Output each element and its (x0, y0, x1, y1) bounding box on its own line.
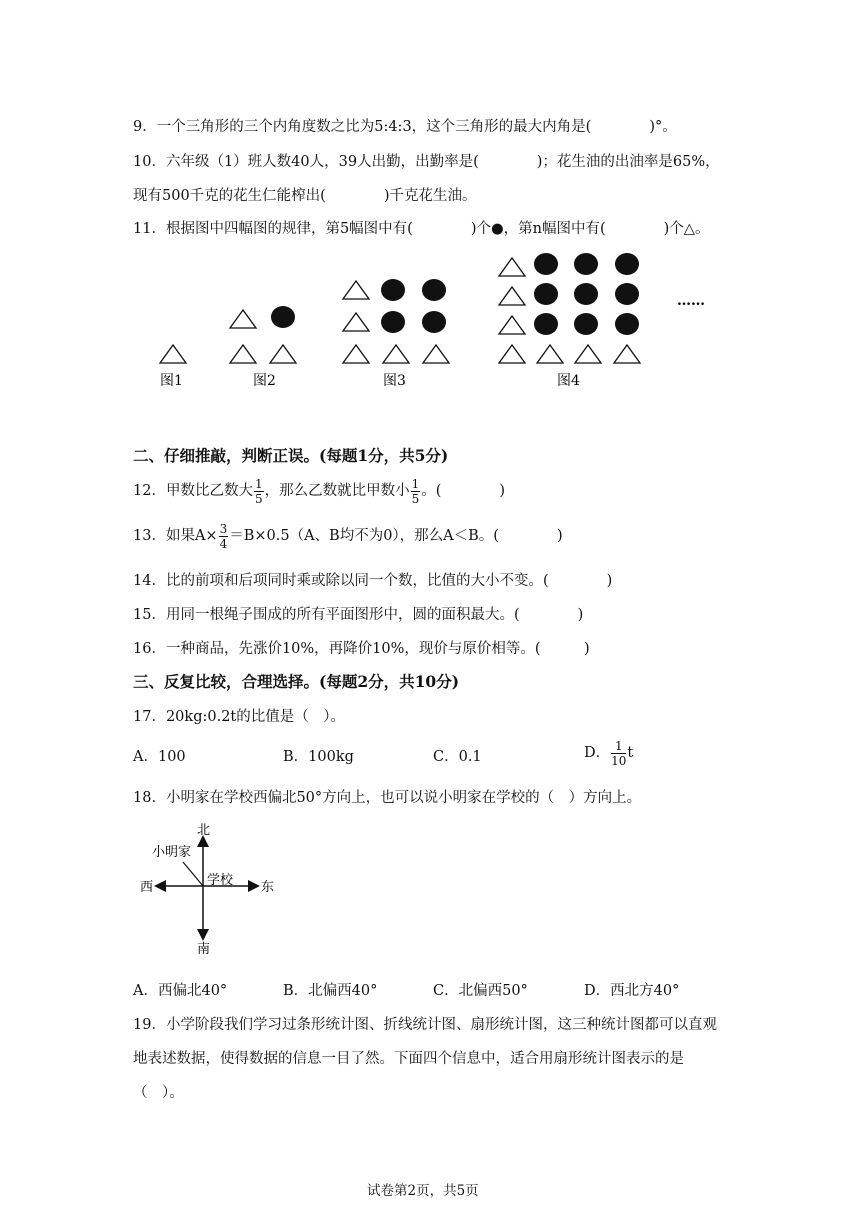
dot-icon (574, 253, 598, 275)
dot-icon (574, 283, 598, 305)
dot-icon (271, 306, 295, 328)
triangle-icon (499, 287, 525, 305)
triangle-icon (383, 345, 409, 363)
q18-option-a: A．西偏北40° (133, 983, 228, 999)
dot-icon (534, 313, 558, 335)
q17-option-d: D． $\frac{1}{10}$ t (584, 738, 634, 768)
triangle-icon (499, 258, 525, 276)
question-14: 14．比的前项和后项同时乘或除以同一个数，比值的大小不变。( ) (133, 573, 613, 589)
question-10-line1: 10．六年级（1）班人数40人，39人出勤，出勤率是( )；花生油的出油率是65%， (133, 154, 720, 170)
triangle-icon (423, 345, 449, 363)
section-3-heading: 三、反复比较，合理选择。(每题2分，共10分) (133, 672, 460, 691)
triangle-icon (230, 310, 256, 328)
question-9: 9．一个三角形的三个内角度数之比为5:4:3，这个三角形的最大内角是( )°。 (133, 119, 677, 135)
triangle-icon (499, 345, 525, 363)
q18-option-d: D．西北方40° (584, 983, 680, 999)
triangle-icon (343, 313, 369, 331)
fig-label-2: 图2 (253, 373, 276, 389)
triangle-icon (270, 345, 296, 363)
triangle-icon (575, 345, 601, 363)
dot-icon (615, 283, 639, 305)
east-label: 东 (261, 880, 275, 895)
triangle-icon (230, 345, 256, 363)
fraction-one-fifth: $\frac{1}{5}$ (411, 476, 420, 506)
dot-icon (381, 279, 405, 301)
q18-option-b: B．北偏西40° (283, 983, 378, 999)
dot-icon (422, 279, 446, 301)
triangle-icon (343, 281, 369, 299)
question-10-line2: 现有500千克的花生仁能榨出( )千克花生油。 (133, 188, 477, 204)
compass-diagram (135, 818, 285, 958)
pattern-figure (140, 245, 740, 395)
q17-option-a: A．100 (133, 749, 186, 765)
q17-option-b: B．100kg (283, 749, 354, 765)
fig-label-3: 图3 (383, 373, 406, 389)
west-label: 西 (140, 880, 154, 895)
page-footer: 试卷第2页，共5页 (367, 1183, 479, 1199)
q17-option-c: C．0.1 (433, 749, 482, 765)
q18-option-c: C．北偏西50° (433, 983, 528, 999)
question-13: 13．如果A× $\frac{3}{4}$ ＝B×0.5（A、B均不为0），那么A＜B。( ) (133, 521, 563, 551)
question-19-line2: 地表述数据，使得数据的信息一目了然。下面四个信息中，适合用扇形统计图表示的是 (133, 1051, 684, 1067)
fig-label-4: 图4 (557, 373, 580, 389)
question-18: 18．小明家在学校西偏北50°方向上，也可以说小明家在学校的（ ）方向上。 (133, 790, 642, 806)
fraction-one-tenth: $\frac{1}{10}$ (611, 738, 627, 768)
dot-icon (422, 311, 446, 333)
question-16: 16．一种商品，先涨价10%，再降价10%，现价与原价相等。( ) (133, 641, 590, 657)
question-12: 12．甲数比乙数大 $\frac{1}{5}$ ，那么乙数就比甲数小 $\frac{1}{5}$ 。( ) (133, 476, 506, 506)
dot-icon (615, 253, 639, 275)
question-19-line1: 19．小学阶段我们学习过条形统计图、折线统计图、扇形统计图，这三种统计图都可以直观 (133, 1017, 717, 1033)
north-label: 北 (197, 823, 211, 838)
fraction-one-fifth: $\frac{1}{5}$ (254, 476, 263, 506)
home-label: 小明家 (152, 845, 192, 860)
ellipsis: …… (677, 293, 705, 309)
dot-icon (615, 313, 639, 335)
dot-icon (574, 313, 598, 335)
school-label: 学校 (207, 873, 234, 888)
section-2-heading: 二、仔细推敲，判断正误。(每题1分，共5分) (133, 446, 449, 465)
question-11: 11．根据图中四幅图的规律，第5幅图中有( )个●，第n幅图中有( )个△。 (133, 221, 710, 237)
triangle-icon (537, 345, 563, 363)
triangle-icon (499, 316, 525, 334)
dot-icon (534, 253, 558, 275)
triangle-icon (614, 345, 640, 363)
dot-icon (534, 283, 558, 305)
south-label: 南 (197, 942, 211, 957)
dot-icon (381, 311, 405, 333)
fraction-three-fourths: $\frac{3}{4}$ (219, 521, 228, 551)
question-15: 15．用同一根绳子围成的所有平面图形中，圆的面积最大。( ) (133, 607, 584, 623)
triangle-icon (343, 345, 369, 363)
question-17: 17．20kg:0.2t的比值是（ ）。 (133, 709, 345, 725)
fig-label-1: 图1 (160, 373, 183, 389)
triangle-icon (160, 345, 186, 363)
question-19-line3: （ ）。 (133, 1085, 184, 1101)
